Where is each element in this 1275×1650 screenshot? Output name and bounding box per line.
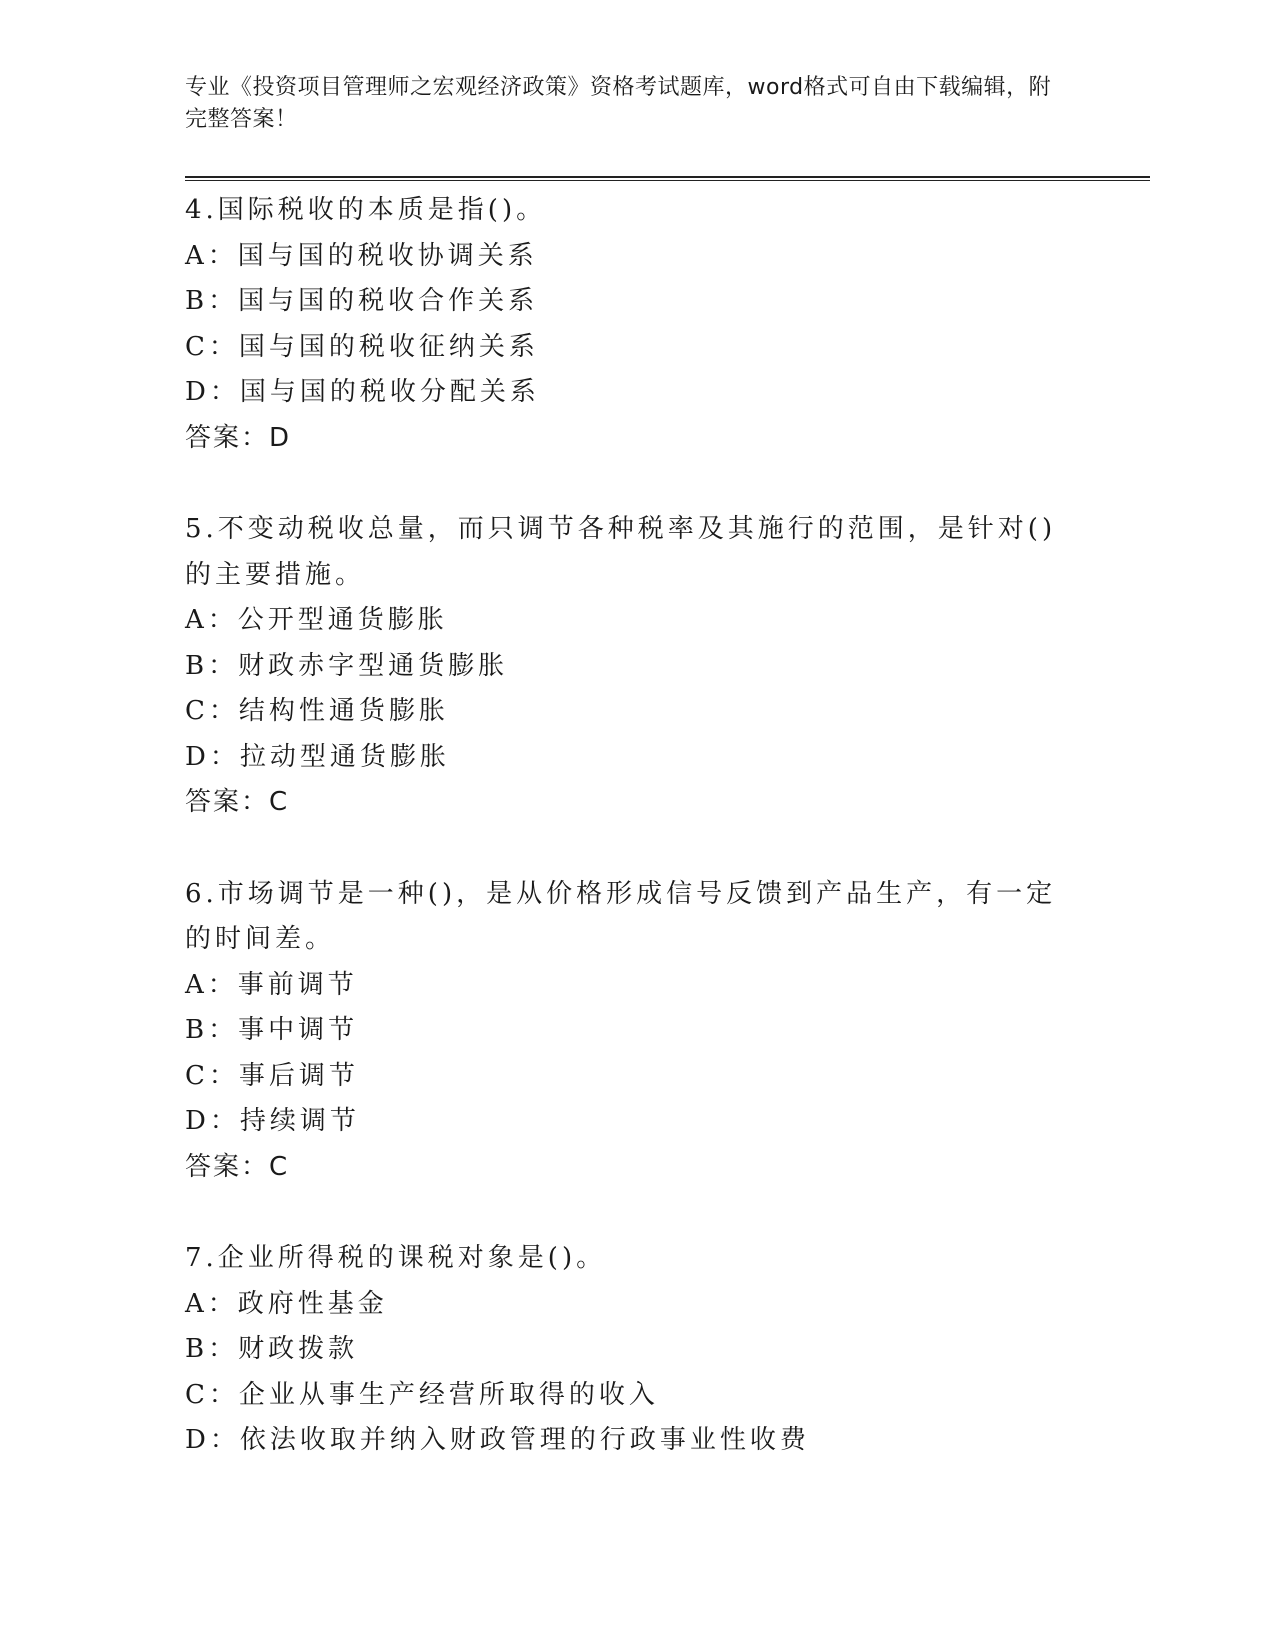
- option-a: A：事前调节: [185, 969, 358, 1000]
- document-header: 专业《投资项目管理师之宏观经济政策》资格考试题库，word格式可自由下载编辑，附完整答案！: [185, 75, 1052, 132]
- option-a: A：国与国的税收协调关系: [185, 240, 538, 271]
- option-a: A：公开型通货膨胀: [185, 605, 448, 635]
- question-stem: 6.市场调节是一种()，是从价格形成信号反馈到产品生产，有一定的时间差。: [185, 878, 1057, 954]
- header-divider: [185, 176, 1150, 181]
- option-b: B：国与国的税收合作关系: [185, 286, 539, 316]
- option-b: B：财政拨款: [185, 1334, 359, 1364]
- question-item: [185, 872, 1085, 1191]
- answer-line: 答案：D: [185, 422, 292, 453]
- answer-line: 答案：C: [185, 1151, 290, 1182]
- answer-line: 答案：C: [185, 787, 290, 817]
- question-item: [185, 1236, 1085, 1464]
- question-item: [185, 507, 1085, 826]
- option-c: C：事后调节: [185, 1060, 359, 1091]
- option-c: C：结构性通货膨胀: [185, 696, 449, 726]
- question-stem: 4.国际税收的本质是指()。: [185, 195, 547, 225]
- option-b: B：财政赤字型通货膨胀: [185, 650, 509, 681]
- option-b: B：事中调节: [185, 1015, 359, 1045]
- option-a: A：政府性基金: [185, 1288, 388, 1319]
- option-c: C：企业从事生产经营所取得的收入: [185, 1379, 659, 1410]
- question-stem: 7.企业所得税的课税对象是()。: [185, 1243, 607, 1273]
- option-c: C：国与国的税收征纳关系: [185, 331, 539, 362]
- option-d: D：依法收取并纳入财政管理的行政事业性收费: [185, 1425, 810, 1455]
- option-d: D：拉动型通货膨胀: [185, 741, 450, 772]
- question-list: [185, 188, 1085, 1510]
- option-d: D：国与国的税收分配关系: [185, 377, 540, 407]
- question-item: [185, 188, 1085, 461]
- question-stem: 5.不变动税收总量，而只调节各种税率及其施行的范围，是针对()的主要措施。: [185, 514, 1057, 590]
- option-d: D：持续调节: [185, 1106, 360, 1136]
